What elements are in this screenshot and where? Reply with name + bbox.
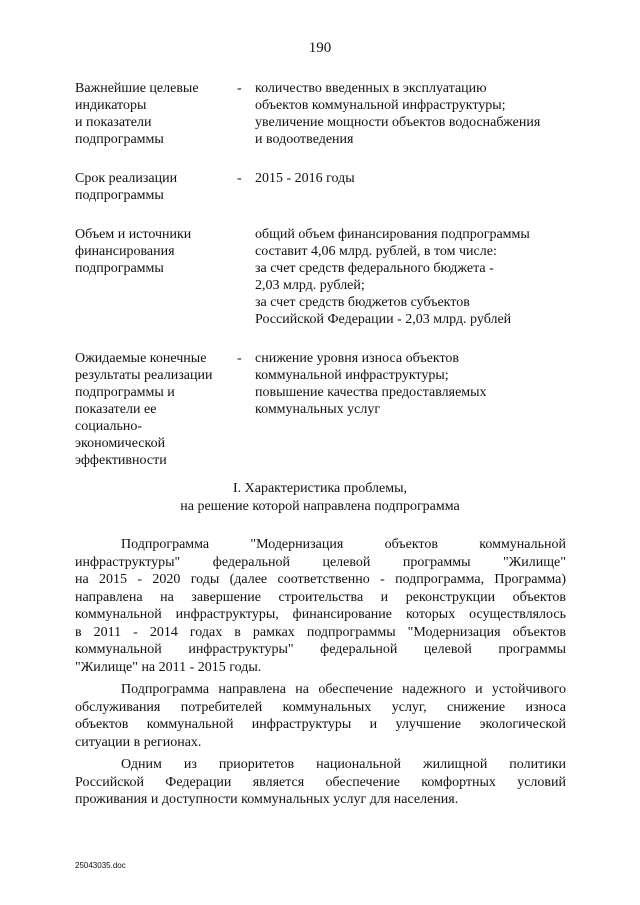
paragraph	[75, 681, 566, 751]
param-label-line: социально-	[75, 419, 143, 434]
param-value	[255, 170, 575, 204]
param-value-line: за счет средств федерального бюджета -	[255, 261, 494, 276]
paragraph-line: "Жилище" на 2011 - 2015 годы.	[75, 659, 262, 675]
param-row	[75, 80, 575, 148]
paragraph-line: обслуживания потребителей коммунальных услуг, снижение износа	[75, 699, 566, 715]
param-label-line: результаты реализации	[75, 368, 213, 383]
param-value-line: количество введенных в эксплуатацию	[255, 81, 487, 96]
paragraph-line: на 2015 - 2020 годы (далее соответственно - подпрограмма, Программа)	[75, 572, 566, 587]
paragraph-line: Российской Федерации является обеспечение комфортных условий	[75, 774, 566, 790]
param-dash	[237, 226, 255, 328]
param-dash: -	[237, 351, 242, 366]
param-label-line: индикаторы	[75, 98, 147, 113]
param-value	[255, 80, 575, 148]
paragraph-line: Подпрограмма направлена на обеспечение надежного и устойчивого	[121, 682, 566, 697]
param-value-line: коммунальной инфраструктуры;	[255, 368, 449, 383]
param-value-line: 2015 - 2016 годы	[255, 171, 355, 186]
paragraph-line: инфраструктуры" федеральной целевой программы "Жилище"	[75, 554, 566, 570]
param-value	[255, 350, 575, 469]
paragraph-line: в 2011 - 2014 годах в рамках подпрограммы "Модернизация объектов	[75, 624, 566, 640]
param-value-line: 2,03 млрд. рублей;	[255, 278, 365, 293]
param-value-line: общий объем финансирования подпрограммы	[255, 227, 530, 242]
paragraph-line: Подпрограмма "Модернизация объектов коммунальной	[121, 537, 566, 552]
param-label-line: Ожидаемые конечные	[75, 351, 207, 366]
param-label-line: и показатели	[75, 115, 152, 130]
param-label-line: экономической	[75, 436, 166, 451]
param-label-line: эффективности	[75, 453, 167, 468]
param-label-line: Объем и источники	[75, 227, 192, 242]
body-text	[75, 536, 566, 809]
param-label-line: подпрограммы и	[75, 385, 175, 400]
section-title-line-2: на решение которой направлена подпрограмма	[180, 499, 460, 514]
section-title	[0, 480, 640, 516]
paragraph-line: коммунальной инфраструктуры, финансирование которых осуществлялось	[75, 607, 566, 622]
param-value-line: Российской Федерации - 2,03 млрд. рублей	[255, 312, 512, 327]
param-row	[75, 170, 575, 204]
param-row	[75, 350, 575, 469]
param-value-line: за счет средств бюджетов субъектов	[255, 295, 470, 310]
paragraph	[75, 536, 566, 676]
param-label-line: Срок реализации	[75, 171, 178, 186]
param-label	[75, 80, 237, 148]
param-dash: -	[237, 171, 242, 186]
param-dash: -	[237, 81, 242, 96]
param-label	[75, 170, 237, 204]
param-value-line: повышение качества предоставляемых	[255, 385, 487, 400]
param-label-line: показатели ее	[75, 402, 157, 417]
param-label-line: подпрограммы	[75, 261, 164, 276]
param-value-line: составит 4,06 млрд. рублей, в том числе:	[255, 244, 497, 259]
param-label	[75, 226, 237, 328]
paragraph-line: объектов коммунальной инфраструктуры и улучшение экологической	[75, 717, 566, 732]
param-label	[75, 350, 237, 469]
passport-table	[75, 80, 575, 469]
param-value-line: увеличение мощности объектов водоснабжения	[255, 115, 541, 130]
param-row	[75, 226, 575, 328]
param-value-line: снижение уровня износа объектов	[255, 351, 459, 366]
paragraph-line: ситуации в регионах.	[75, 734, 202, 750]
param-label-line: Важнейшие целевые	[75, 81, 199, 96]
param-value-line: объектов коммунальной инфраструктуры;	[255, 98, 506, 113]
paragraph-line: направлена на завершение строительства и реконструкции объектов	[75, 589, 566, 605]
page-number: 190	[308, 40, 332, 56]
paragraph-line: проживания и доступности коммунальных услуг для населения.	[75, 792, 459, 807]
footer-file-code: 25043035.doc	[75, 861, 126, 870]
section-title-line-1: I. Характеристика проблемы,	[232, 481, 407, 496]
param-label-line: подпрограммы	[75, 188, 164, 203]
paragraph-line: коммунальной инфраструктуры" федеральной целевой программы	[75, 642, 566, 657]
param-label-line: подпрограммы	[75, 132, 164, 147]
paragraph-line: Одним из приоритетов национальной жилищной политики	[121, 757, 566, 772]
paragraph	[75, 756, 566, 809]
param-value	[255, 226, 575, 328]
param-label-line: финансирования	[75, 244, 175, 259]
param-value-line: и водоотведения	[255, 132, 354, 147]
param-value-line: коммунальных услуг	[255, 402, 381, 417]
